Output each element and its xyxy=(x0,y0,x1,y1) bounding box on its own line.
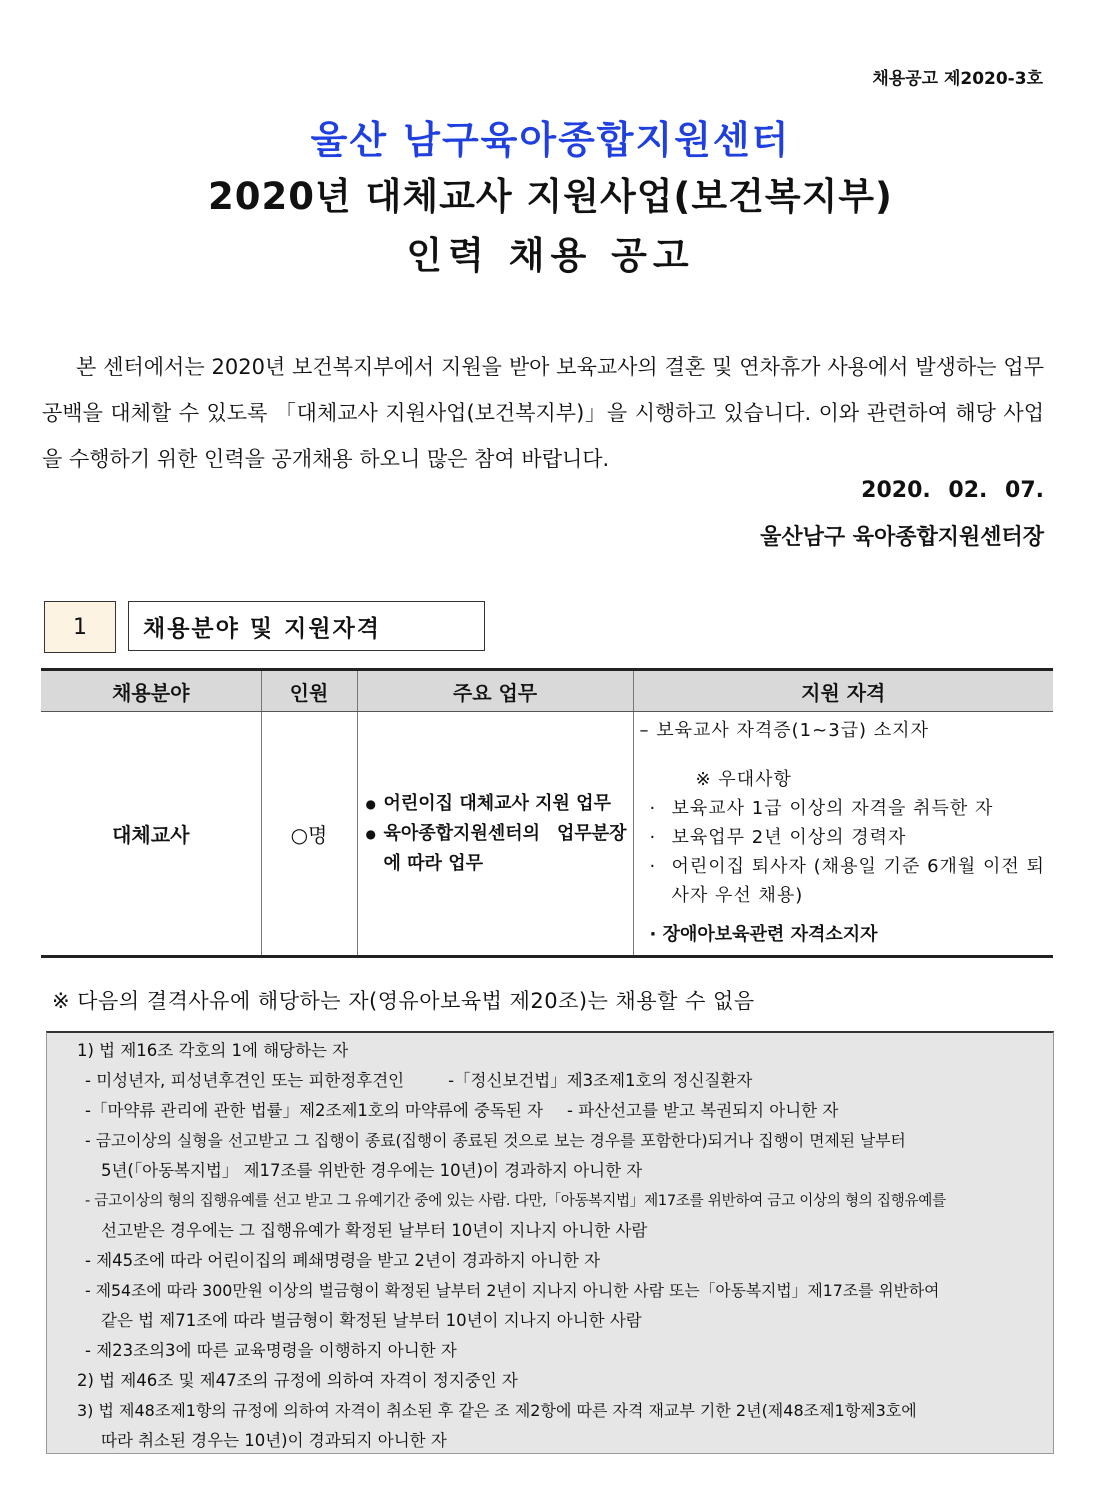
list-item: - 금고이상의 실형을 선고받고 그 집행이 종료(집행이 종료된 것으로 보는 경우를 포함한다)되거나 집행이 면제된 날부터 xyxy=(85,1131,906,1150)
qualification-cell xyxy=(633,712,1053,957)
list-item: 3) 법 제48조제1항의 규정에 의하여 자격이 취소된 후 같은 조 제2항에 따른 자격 재교부 기한 2년(제48조제1항제3호에 xyxy=(77,1401,917,1420)
document-number: 채용공고 제2020-3호 xyxy=(872,69,1043,89)
duty-item: ● 어린이집 대체교사 지원 업무 xyxy=(366,789,627,819)
preference-item: · 보육업무 2년 이상의 경력자 xyxy=(640,823,1046,852)
count-cell: ○명 xyxy=(261,712,357,957)
table-row xyxy=(41,712,1053,957)
list-item: - 제54조에 따라 300만원 이상의 벌금형이 확정된 날부터 2년이 지나지 아니한 사람 또는「아동복지법」제17조를 위반하여 xyxy=(85,1281,940,1300)
recruitment-table xyxy=(41,668,1053,958)
requirement: – 보육교사 자격증(1~3급) 소지자 xyxy=(639,720,929,741)
list-item-continued: 따라 취소된 경우는 10년)이 경과되지 아니한 자 xyxy=(101,1431,447,1450)
disqualification-notice: ※ 다음의 결격사유에 해당하는 자(영유아보육법 제20조)는 채용할 수 없음 xyxy=(52,989,755,1013)
list-item xyxy=(77,1096,1041,1126)
organization-title: 울산 남구육아종합지원센터 xyxy=(310,118,791,162)
announcement-date: 2020. 02. 07. xyxy=(861,478,1044,503)
list-item-text: -「정신보건법」제3조제1호의 정신질환자 xyxy=(448,1071,753,1090)
extra-preference: · 장애아보육관련 자격소지자 xyxy=(649,924,878,945)
list-item-continued: 선고받은 경우에는 그 집행유예가 확정된 날부터 10년이 지나지 아니한 사람 xyxy=(101,1221,648,1240)
header-qualification: 지원 자격 xyxy=(633,670,1053,712)
preference-item: · 어린이집 퇴사자 (채용일 기준 6개월 이전 퇴사자 우선 채용) xyxy=(640,852,1046,910)
list-item xyxy=(77,1066,1041,1096)
preference-title: ※ 우대사항 xyxy=(695,769,792,790)
section-number: 1 xyxy=(44,601,116,653)
section-title: 채용분야 및 지원자격 xyxy=(128,601,485,651)
signer: 울산남구 육아종합지원센터장 xyxy=(760,525,1044,550)
header-count: 인원 xyxy=(261,670,357,712)
table-header-row xyxy=(41,670,1053,712)
duties-cell xyxy=(357,712,633,957)
preference-item: · 보육교사 1급 이상의 자격을 취득한 자 xyxy=(640,794,1046,823)
duties-list xyxy=(358,789,633,879)
list-item-text: -「마약류 관리에 관한 법률」제2조제1호의 마약류에 중독된 자 xyxy=(85,1101,544,1120)
list-item-text: - 미성년자, 피성년후견인 또는 피한정후견인 xyxy=(85,1071,405,1090)
header-field: 채용분야 xyxy=(41,670,261,712)
list-item: 1) 법 제16조 각호의 1에 해당하는 자 xyxy=(77,1041,349,1060)
disqualification-box xyxy=(46,1031,1054,1454)
intro-paragraph: 본 센터에서는 2020년 보건복지부에서 지원을 받아 보육교사의 결혼 및 연차휴가 사용에서 발생하는 업무 공백을 대체할 수 있도록 「대체교사 지원사업(보건복지부)」을 시행하고 있습니다. 이와 관련하여 해당 사업을 수행하기 위한 인력을 공개채용 하오니 많은 참여 바랍니다. xyxy=(42,355,1044,471)
list-item: 2) 법 제46조 및 제47조의 규정에 의하여 자격이 정지중인 자 xyxy=(77,1371,518,1390)
list-item: - 제45조에 따라 어린이집의 폐쇄명령을 받고 2년이 경과하지 아니한 자 xyxy=(85,1251,601,1270)
sub-title: 인력 채용 공고 xyxy=(406,234,695,277)
duty-item: ● 육아종합지원센터의 업무분장에 따라 업무 xyxy=(366,819,627,879)
main-title: 2020년 대체교사 지원사업(보건복지부) xyxy=(208,175,893,218)
header-duties: 주요 업무 xyxy=(357,670,633,712)
list-item: - 금고이상의 형의 집행유예를 선고 받고 그 유예기간 중에 있는 사람. 다만,「아동복지법」제17조를 위반하여 금고 이상의 형의 집행유예를 xyxy=(85,1192,946,1209)
list-item-continued: 5년(「아동복지법」 제17조를 위반한 경우에는 10년)이 경과하지 아니한 자 xyxy=(101,1161,643,1180)
field-cell: 대체교사 xyxy=(41,712,261,957)
list-item-text: - 파산선고를 받고 복권되지 아니한 자 xyxy=(567,1101,839,1120)
list-item: - 제23조의3에 따른 교육명령을 이행하지 아니한 자 xyxy=(85,1341,457,1360)
title-block xyxy=(0,112,1101,286)
list-item-continued: 같은 법 제71조에 따라 벌금형이 확정된 날부터 10년이 지나지 아니한 사람 xyxy=(101,1311,642,1330)
